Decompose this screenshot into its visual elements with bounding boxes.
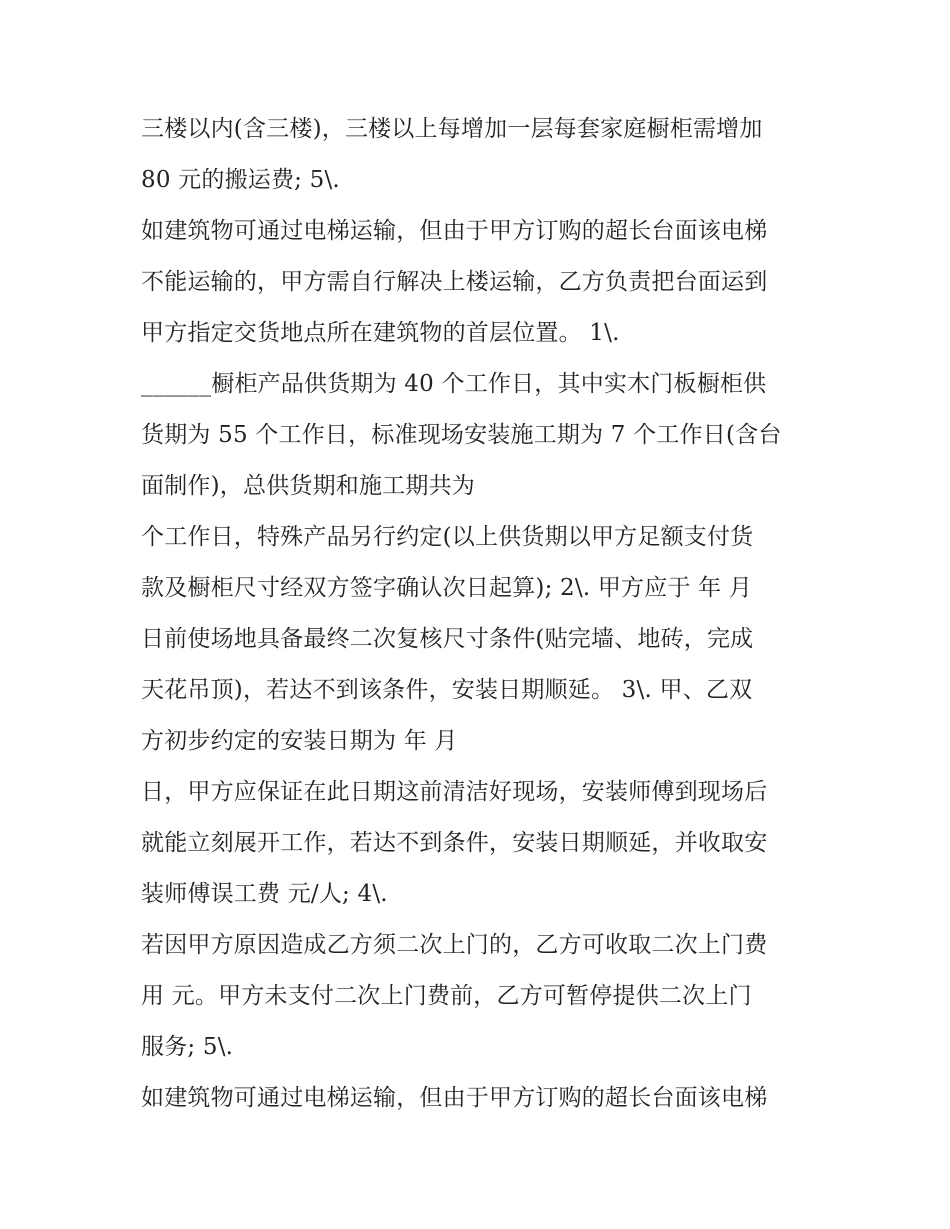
text-line: ______橱柜产品供货期为 40 个工作日，其中实木门板橱柜供	[141, 371, 767, 397]
text-line: 用 元。甲方未支付二次上门费前，乙方可暂停提供二次上门	[141, 983, 752, 1009]
text-line: 天花吊顶)，若达不到该条件，安装日期顺延。 3\. 甲、乙双	[141, 677, 753, 703]
text-line: 如建筑物可通过电梯运输，但由于甲方订购的超长台面该电梯	[141, 1085, 768, 1111]
text-line: 80 元的搬运费; 5\.	[141, 167, 340, 193]
text-line: 不能运输的，甲方需自行解决上楼运输，乙方负责把台面运到	[141, 269, 768, 295]
text-line: 三楼以内(含三楼)，三楼以上每增加一层每套家庭橱柜需增加	[141, 116, 763, 142]
text-line: 如建筑物可通过电梯运输，但由于甲方订购的超长台面该电梯	[141, 218, 768, 244]
text-line: 日，甲方应保证在此日期这前清洁好现场，安装师傅到现场后	[141, 779, 768, 805]
text-line: 日前使场地具备最终二次复核尺寸条件(贴完墙、地砖，完成	[141, 626, 754, 652]
text-line: 款及橱柜尺寸经双方签字确认次日起算); 2\. 甲方应于 年 月	[141, 575, 753, 601]
text-line: 面制作)，总供货期和施工期共为	[141, 473, 475, 499]
text-line: 货期为 55 个工作日，标准现场安装施工期为 7 个工作日(含台	[141, 422, 782, 448]
text-line: 方初步约定的安装日期为 年 月	[141, 728, 458, 754]
text-line: 甲方指定交货地点所在建筑物的首层位置。 1\.	[141, 320, 620, 346]
text-line: 若因甲方原因造成乙方须二次上门的，乙方可收取二次上门费	[141, 932, 768, 958]
text-line: 个工作日，特殊产品另行约定(以上供货期以甲方足额支付货	[141, 524, 754, 550]
text-line: 就能立刻展开工作，若达不到条件，安装日期顺延，并收取安	[141, 830, 768, 856]
text-line: 装师傅误工费 元/人; 4\.	[141, 881, 388, 907]
text-line: 服务; 5\.	[141, 1034, 234, 1060]
document-body	[141, 104, 831, 1124]
